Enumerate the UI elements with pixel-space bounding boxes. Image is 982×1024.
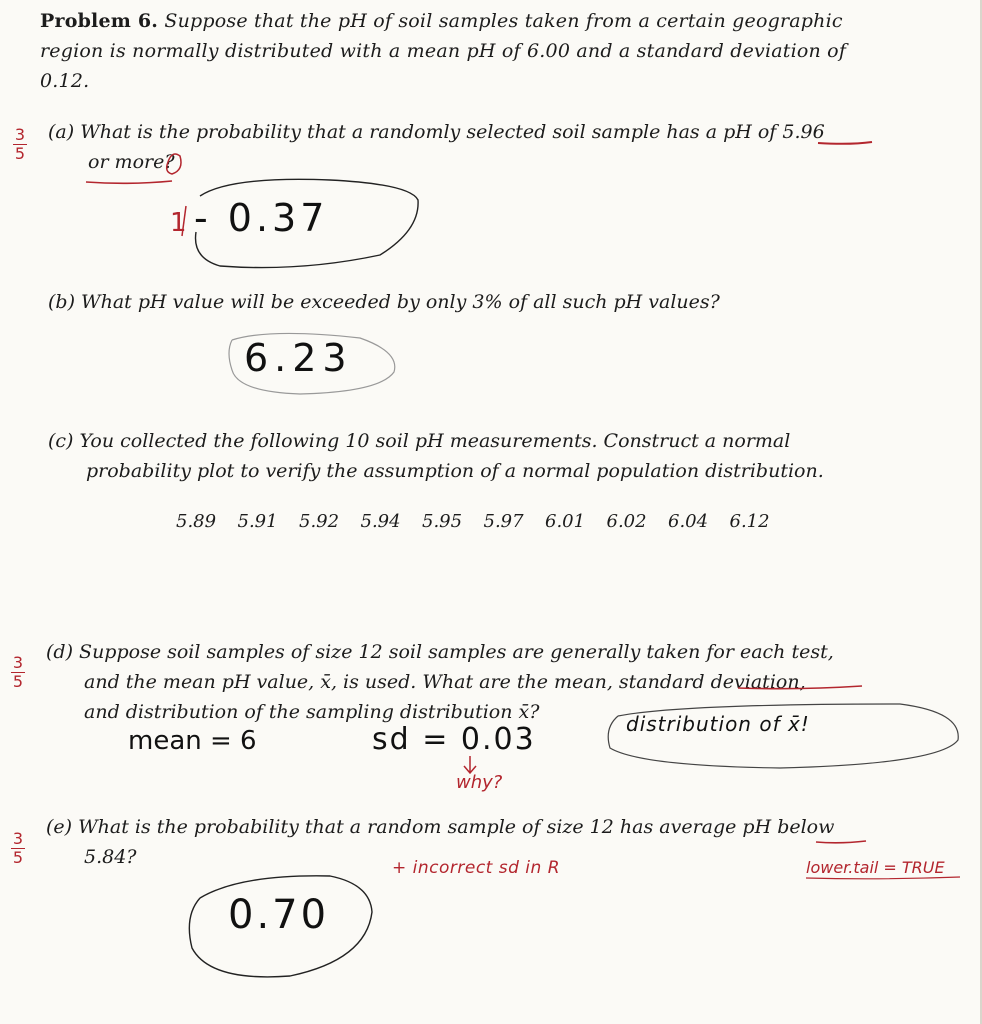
note-incorrect-sd: + incorrect sd in R <box>392 858 561 878</box>
score-d-den: 5 <box>12 672 24 691</box>
answer-a-prefix: 1 <box>170 208 187 238</box>
question-d-line1: Suppose soil samples of size 12 soil samples are generally taken for each test, <box>79 641 834 663</box>
score-d <box>8 654 28 691</box>
note-lower-tail: lower.tail = TRUE <box>806 858 945 877</box>
answer-b: 6.23 <box>244 336 353 380</box>
score-a-den: 5 <box>14 144 26 163</box>
arrow-why <box>464 756 476 773</box>
question-c <box>48 426 928 486</box>
score-a <box>10 126 30 163</box>
answer-d-mean: mean = 6 <box>128 726 257 756</box>
measurement-value: 5.95 <box>422 511 463 532</box>
measurement-value: 5.92 <box>299 511 340 532</box>
label-d: (d) <box>46 641 73 663</box>
answer-e: 0.70 <box>228 892 330 938</box>
intro-line-2: region is normally distributed with a mean pH of 6.00 and a standard deviation of <box>40 40 847 62</box>
problem-statement <box>40 6 880 96</box>
question-b <box>48 287 908 317</box>
problem-title: Problem 6. <box>40 10 159 32</box>
score-e-num: 3 <box>12 829 24 848</box>
measurement-value: 6.04 <box>668 511 709 532</box>
underline-or-more <box>86 181 172 183</box>
measurement-value: 6.02 <box>606 511 647 532</box>
score-e-den: 5 <box>12 848 24 867</box>
question-a <box>48 117 908 177</box>
measurement-value: 5.97 <box>483 511 524 532</box>
label-c: (c) <box>48 430 74 452</box>
measurement-value: 5.91 <box>237 511 278 532</box>
label-a: (a) <box>48 121 75 143</box>
score-e <box>8 830 28 867</box>
question-a-line1: What is the probability that a randomly selected soil sample has a pH of 5.96 <box>80 121 825 143</box>
question-e-line2: 5.84? <box>84 846 137 868</box>
measurement-value: 6.12 <box>729 511 770 532</box>
answer-d-sd: sd = 0.03 <box>372 722 536 757</box>
measurement-value: 6.01 <box>545 511 586 532</box>
note-distribution: distribution of x̄! <box>626 712 810 736</box>
score-a-num: 3 <box>14 125 26 144</box>
question-e-line1: What is the probability that a random sample of size 12 has average pH below <box>78 816 835 838</box>
question-b-line1: What pH value will be exceeded by only 3% of all such pH values? <box>81 291 720 313</box>
answer-a: - 0.37 <box>194 196 329 240</box>
question-c-line2: probability plot to verify the assumption of a normal population distribution. <box>86 460 824 482</box>
intro-line-3: 0.12. <box>40 70 90 92</box>
measurement-value: 5.94 <box>360 511 401 532</box>
question-d-line2: and the mean pH value, x̄, is used. What are the mean, standard deviation, <box>84 671 806 693</box>
question-d-line3: and distribution of the sampling distribution x̄? <box>84 701 540 723</box>
question-c-line1: You collected the following 10 soil pH measurements. Construct a normal <box>79 430 791 452</box>
measurement-value: 5.89 <box>176 511 217 532</box>
label-e: (e) <box>46 816 73 838</box>
score-d-num: 3 <box>12 653 24 672</box>
measurements-row <box>176 511 791 532</box>
note-why: why? <box>456 772 503 793</box>
label-b: (b) <box>48 291 75 313</box>
intro-line-1: Suppose that the pH of soil samples taken from a certain geographic <box>164 10 843 32</box>
question-a-line2: or more? <box>88 151 175 173</box>
underline-lower-tail <box>806 877 960 879</box>
